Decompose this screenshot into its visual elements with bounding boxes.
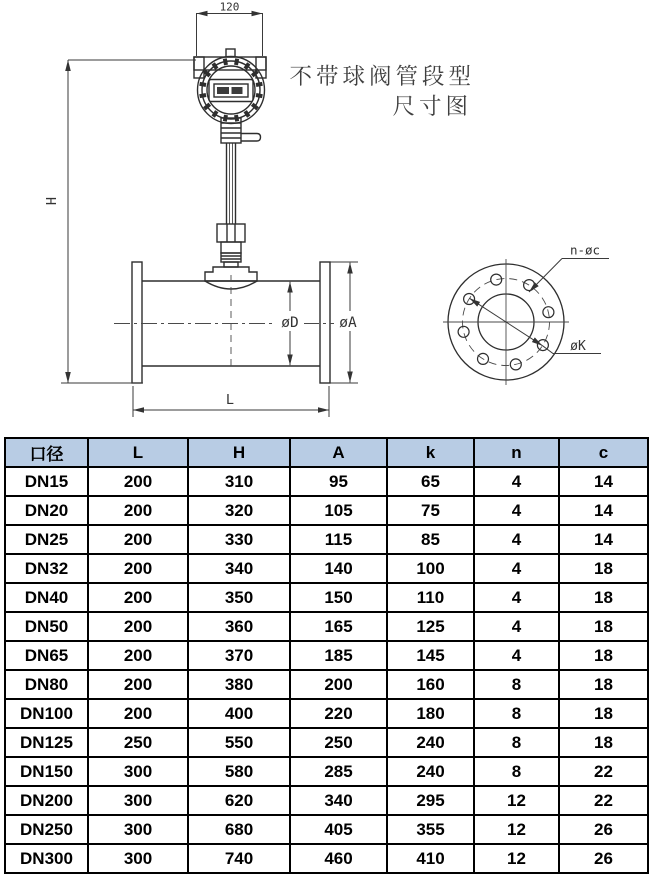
row-label-dn: DN100 [5,699,88,728]
row-label-dn: DN125 [5,728,88,757]
dimension-table [4,437,649,874]
table-cell: 4 [474,467,559,496]
table-cell: 550 [188,728,290,757]
table-cell: 14 [559,525,648,554]
dim-label-bolt-circle: øK [570,339,586,354]
table-cell: 12 [474,815,559,844]
col-header-k: k [387,438,474,467]
table-cell: 300 [88,786,188,815]
table-cell: 380 [188,670,290,699]
table-cell: 680 [188,815,290,844]
table-cell: 405 [290,815,387,844]
table-cell: 95 [290,467,387,496]
table-cell: 200 [88,670,188,699]
table-cell: 320 [188,496,290,525]
table-row [5,844,648,873]
table-cell: 4 [474,641,559,670]
table-cell: 12 [474,786,559,815]
table-cell: 26 [559,844,648,873]
table-cell: 145 [387,641,474,670]
table-cell: 160 [387,670,474,699]
left-flange [132,262,142,383]
dim-label-flange-od: øA [339,315,357,331]
table-cell: 8 [474,728,559,757]
col-header-l: L [88,438,188,467]
neck-union [221,118,241,143]
table-row [5,670,648,699]
dim-label-height: H [44,196,60,206]
right-flange [320,262,330,383]
cable-entry [241,134,261,142]
col-header-h: H [188,438,290,467]
table-cell: 200 [88,554,188,583]
table-row [5,815,648,844]
table-cell: 200 [88,612,188,641]
stem [227,143,236,224]
row-label-dn: DN20 [5,496,88,525]
dim-label-bore: øD [281,315,299,331]
drawing-title-line2: 尺寸图 [392,94,472,119]
table-cell: 185 [290,641,387,670]
table-row [5,496,648,525]
table-cell: 370 [188,641,290,670]
table-cell: 300 [88,757,188,786]
table-cell: 740 [188,844,290,873]
table-cell: 620 [188,786,290,815]
dim-label-bolt-holes: n-øc [569,242,601,258]
table-cell: 180 [387,699,474,728]
table-cell: 4 [474,612,559,641]
col-header-a: A [290,438,387,467]
table-cell: 100 [387,554,474,583]
table-row [5,583,648,612]
table-cell: 85 [387,525,474,554]
table-cell: 295 [387,786,474,815]
dim-label-length: L [225,392,235,408]
table-cell: 18 [559,670,648,699]
table-cell: 200 [290,670,387,699]
table-cell: 580 [188,757,290,786]
table-cell: 200 [88,467,188,496]
row-label-dn: DN15 [5,467,88,496]
table-cell: 240 [387,757,474,786]
table-cell: 105 [290,496,387,525]
table-cell: 340 [188,554,290,583]
technical-drawing [0,0,650,437]
table-cell: 250 [88,728,188,757]
row-label-dn: DN150 [5,757,88,786]
table-cell: 65 [387,467,474,496]
row-label-dn: DN40 [5,583,88,612]
table-cell: 14 [559,467,648,496]
table-cell: 18 [559,699,648,728]
table-row [5,525,648,554]
table-row [5,554,648,583]
table-cell: 18 [559,728,648,757]
table-cell: 240 [387,728,474,757]
table-row [5,699,648,728]
table-row [5,641,648,670]
table-cell: 200 [88,641,188,670]
table-cell: 12 [474,844,559,873]
table-cell: 22 [559,786,648,815]
top-plug [226,49,235,57]
table-row [5,786,648,815]
table-cell: 285 [290,757,387,786]
table-cell: 350 [188,583,290,612]
table-row [5,728,648,757]
flowmeter-side-view [132,49,330,383]
table-cell: 4 [474,554,559,583]
table-cell: 360 [188,612,290,641]
row-label-dn: DN250 [5,815,88,844]
row-label-dn: DN50 [5,612,88,641]
table-cell: 150 [290,583,387,612]
table-body [5,467,648,873]
table-cell: 4 [474,525,559,554]
table-cell: 200 [88,699,188,728]
row-label-dn: DN32 [5,554,88,583]
table-cell: 355 [387,815,474,844]
table-cell: 125 [387,612,474,641]
table-cell: 460 [290,844,387,873]
table-cell: 110 [387,583,474,612]
table-cell: 4 [474,583,559,612]
table-cell: 250 [290,728,387,757]
table-cell: 75 [387,496,474,525]
table-cell: 8 [474,699,559,728]
drawing-title-line1: 不带球阀管段型 [289,64,475,89]
table-cell: 200 [88,583,188,612]
table-cell: 18 [559,554,648,583]
table-row [5,757,648,786]
table-cell: 200 [88,525,188,554]
table-cell: 140 [290,554,387,583]
table-row [5,612,648,641]
table-cell: 18 [559,641,648,670]
table-cell: 22 [559,757,648,786]
col-header-diameter: 口径 [5,438,88,467]
row-label-dn: DN65 [5,641,88,670]
table-cell: 165 [290,612,387,641]
display-window [209,80,253,102]
table-cell: 18 [559,612,648,641]
col-header-n: n [474,438,559,467]
table-cell: 410 [387,844,474,873]
table-cell: 26 [559,815,648,844]
dim-label-top-width: 120 [219,0,240,14]
table-cell: 115 [290,525,387,554]
table-cell: 18 [559,583,648,612]
table-cell: 14 [559,496,648,525]
table-cell: 300 [88,844,188,873]
row-label-dn: DN80 [5,670,88,699]
table-cell: 300 [88,815,188,844]
hex-coupling [217,224,245,242]
table-cell: 200 [88,496,188,525]
table-cell: 8 [474,757,559,786]
row-label-dn: DN200 [5,786,88,815]
col-header-c: c [559,438,648,467]
table-cell: 310 [188,467,290,496]
table-cell: 4 [474,496,559,525]
table-cell: 220 [290,699,387,728]
table-row [5,467,648,496]
row-label-dn: DN25 [5,525,88,554]
table-cell: 340 [290,786,387,815]
row-label-dn: DN300 [5,844,88,873]
table-cell: 8 [474,670,559,699]
table-header-row [5,438,648,467]
table-cell: 400 [188,699,290,728]
table-cell: 330 [188,525,290,554]
